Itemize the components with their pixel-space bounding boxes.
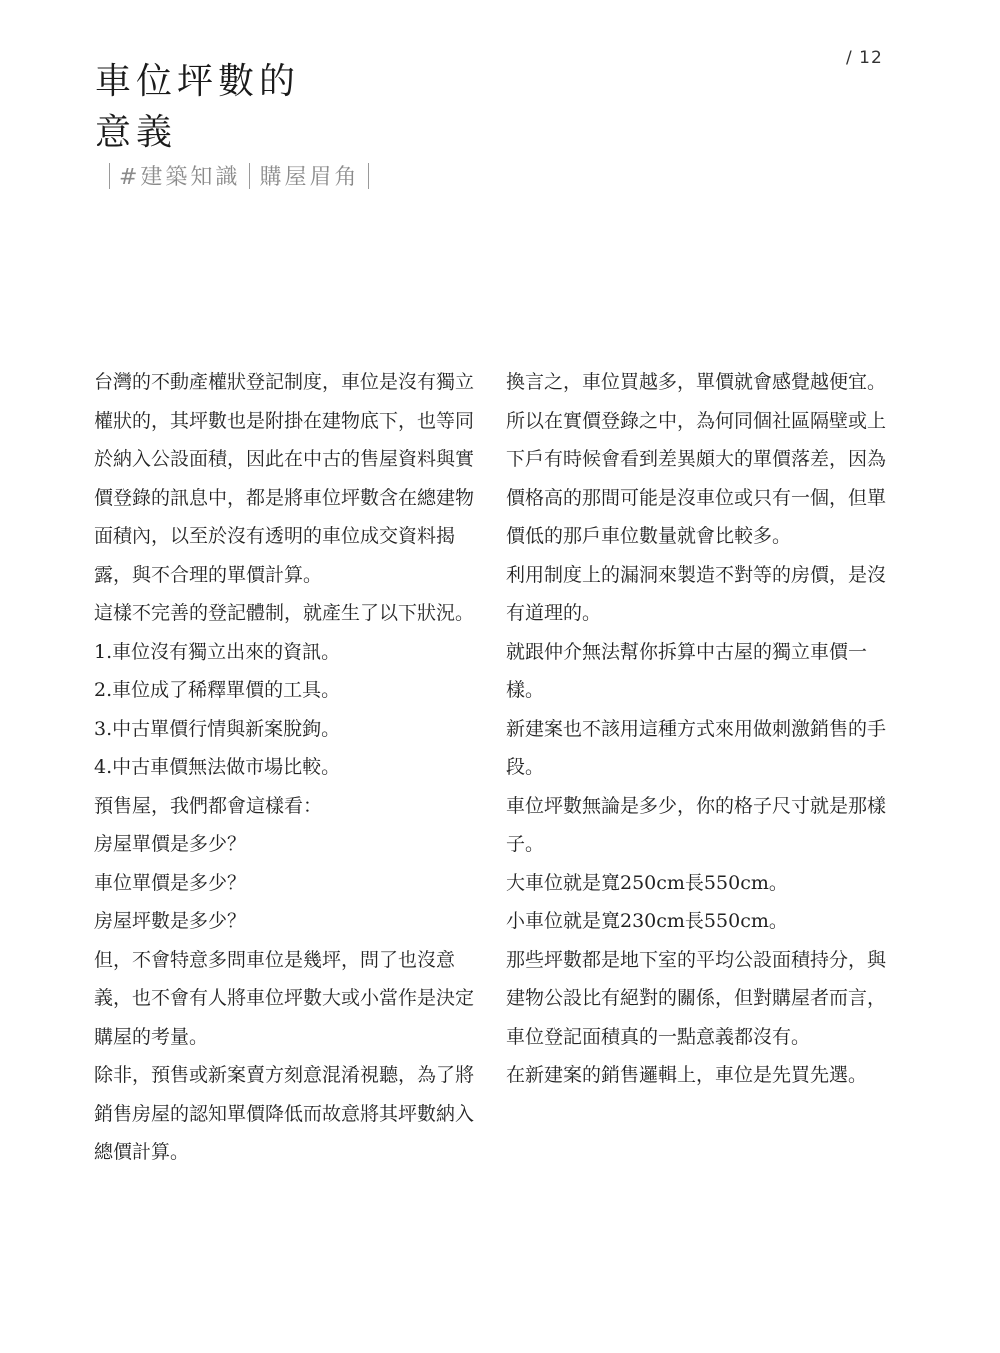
list-item: 3.中古單價行情與新案脫鉤。 [94,717,341,740]
left-text-column [94,363,474,1172]
paragraph: 小車位就是寬230cm長550cm。 [506,910,788,932]
paragraph: 台灣的不動產權狀登記制度，車位是沒有獨立權狀的，其坪數也是附掛在建物底下，也等同於納入公設面積，因此在中古的售屋資料與實價登錄的訊息中，都是將車位坪數含在總建物面積內，以至於沒有透明的車位成交資料揭露，與不合理的單價計算。 [94,371,475,586]
paragraph: 車位坪數無論是多少，你的格子尺寸就是那樣子。 [506,794,887,855]
tag-divider [249,163,250,189]
tag-divider [368,163,369,189]
paragraph: 利用制度上的漏洞來製造不對等的房價，是沒有道理的。 [506,563,887,624]
page-title [95,56,300,158]
list-item: 4.中古車價無法做市場比較。 [94,756,341,778]
paragraph: 所以在實價登錄之中，為何同個社區隔壁或上下戶有時候會看到差異頗大的單價落差，因為價格高的那間可能是沒車位或只有一個，但單價低的那戶車位數量就會比較多。 [506,409,887,547]
paragraph: 但，不會特意多問車位是幾坪，問了也沒意義，也不會有人將車位坪數大或小當作是決定購屋的考量。 [94,948,475,1048]
title-line-2: 意義 [95,112,178,153]
paragraph: 預售屋，我們都會這樣看： [94,794,323,817]
paragraph: 在新建案的銷售邏輯上，車位是先買先選。 [506,1064,868,1086]
paragraph: 大車位就是寬250cm長550cm。 [506,871,788,894]
right-text-column [506,363,886,1095]
paragraph: 這樣不完善的登記體制，就產生了以下狀況。 [94,602,475,624]
title-line-1: 車位坪數的 [95,61,301,102]
paragraph: 除非，預售或新案賣方刻意混淆視聽，為了將銷售房屋的認知單價降低而故意將其坪數納入總價計算。 [94,1064,475,1163]
tag-list [100,160,378,191]
question: 車位單價是多少？ [94,871,247,894]
tag-buying-tips: 購屋眉角 [259,165,360,190]
paragraph: 就跟仲介無法幫你拆算中古屋的獨立車價一樣。 [506,640,868,701]
list-item: 2.車位成了稀釋單價的工具。 [94,679,341,701]
paragraph: 新建案也不該用這種方式來用做刺激銷售的手段。 [506,717,887,778]
list-item: 1.車位沒有獨立出來的資訊。 [94,640,341,663]
question: 房屋坪數是多少？ [94,910,247,932]
paragraph: 那些坪數都是地下室的平均公設面積持分，與建物公設比有絕對的關係，但對購屋者而言，車位登記面積真的一點意義都沒有。 [506,948,887,1048]
page-number: / 12 [846,48,883,68]
paragraph: 換言之，車位買越多，單價就會感覺越便宜。 [506,371,887,393]
question: 房屋單價是多少？ [94,833,247,855]
tag-divider [109,163,110,189]
tag-architecture-knowledge: #建築知識 [119,165,241,190]
